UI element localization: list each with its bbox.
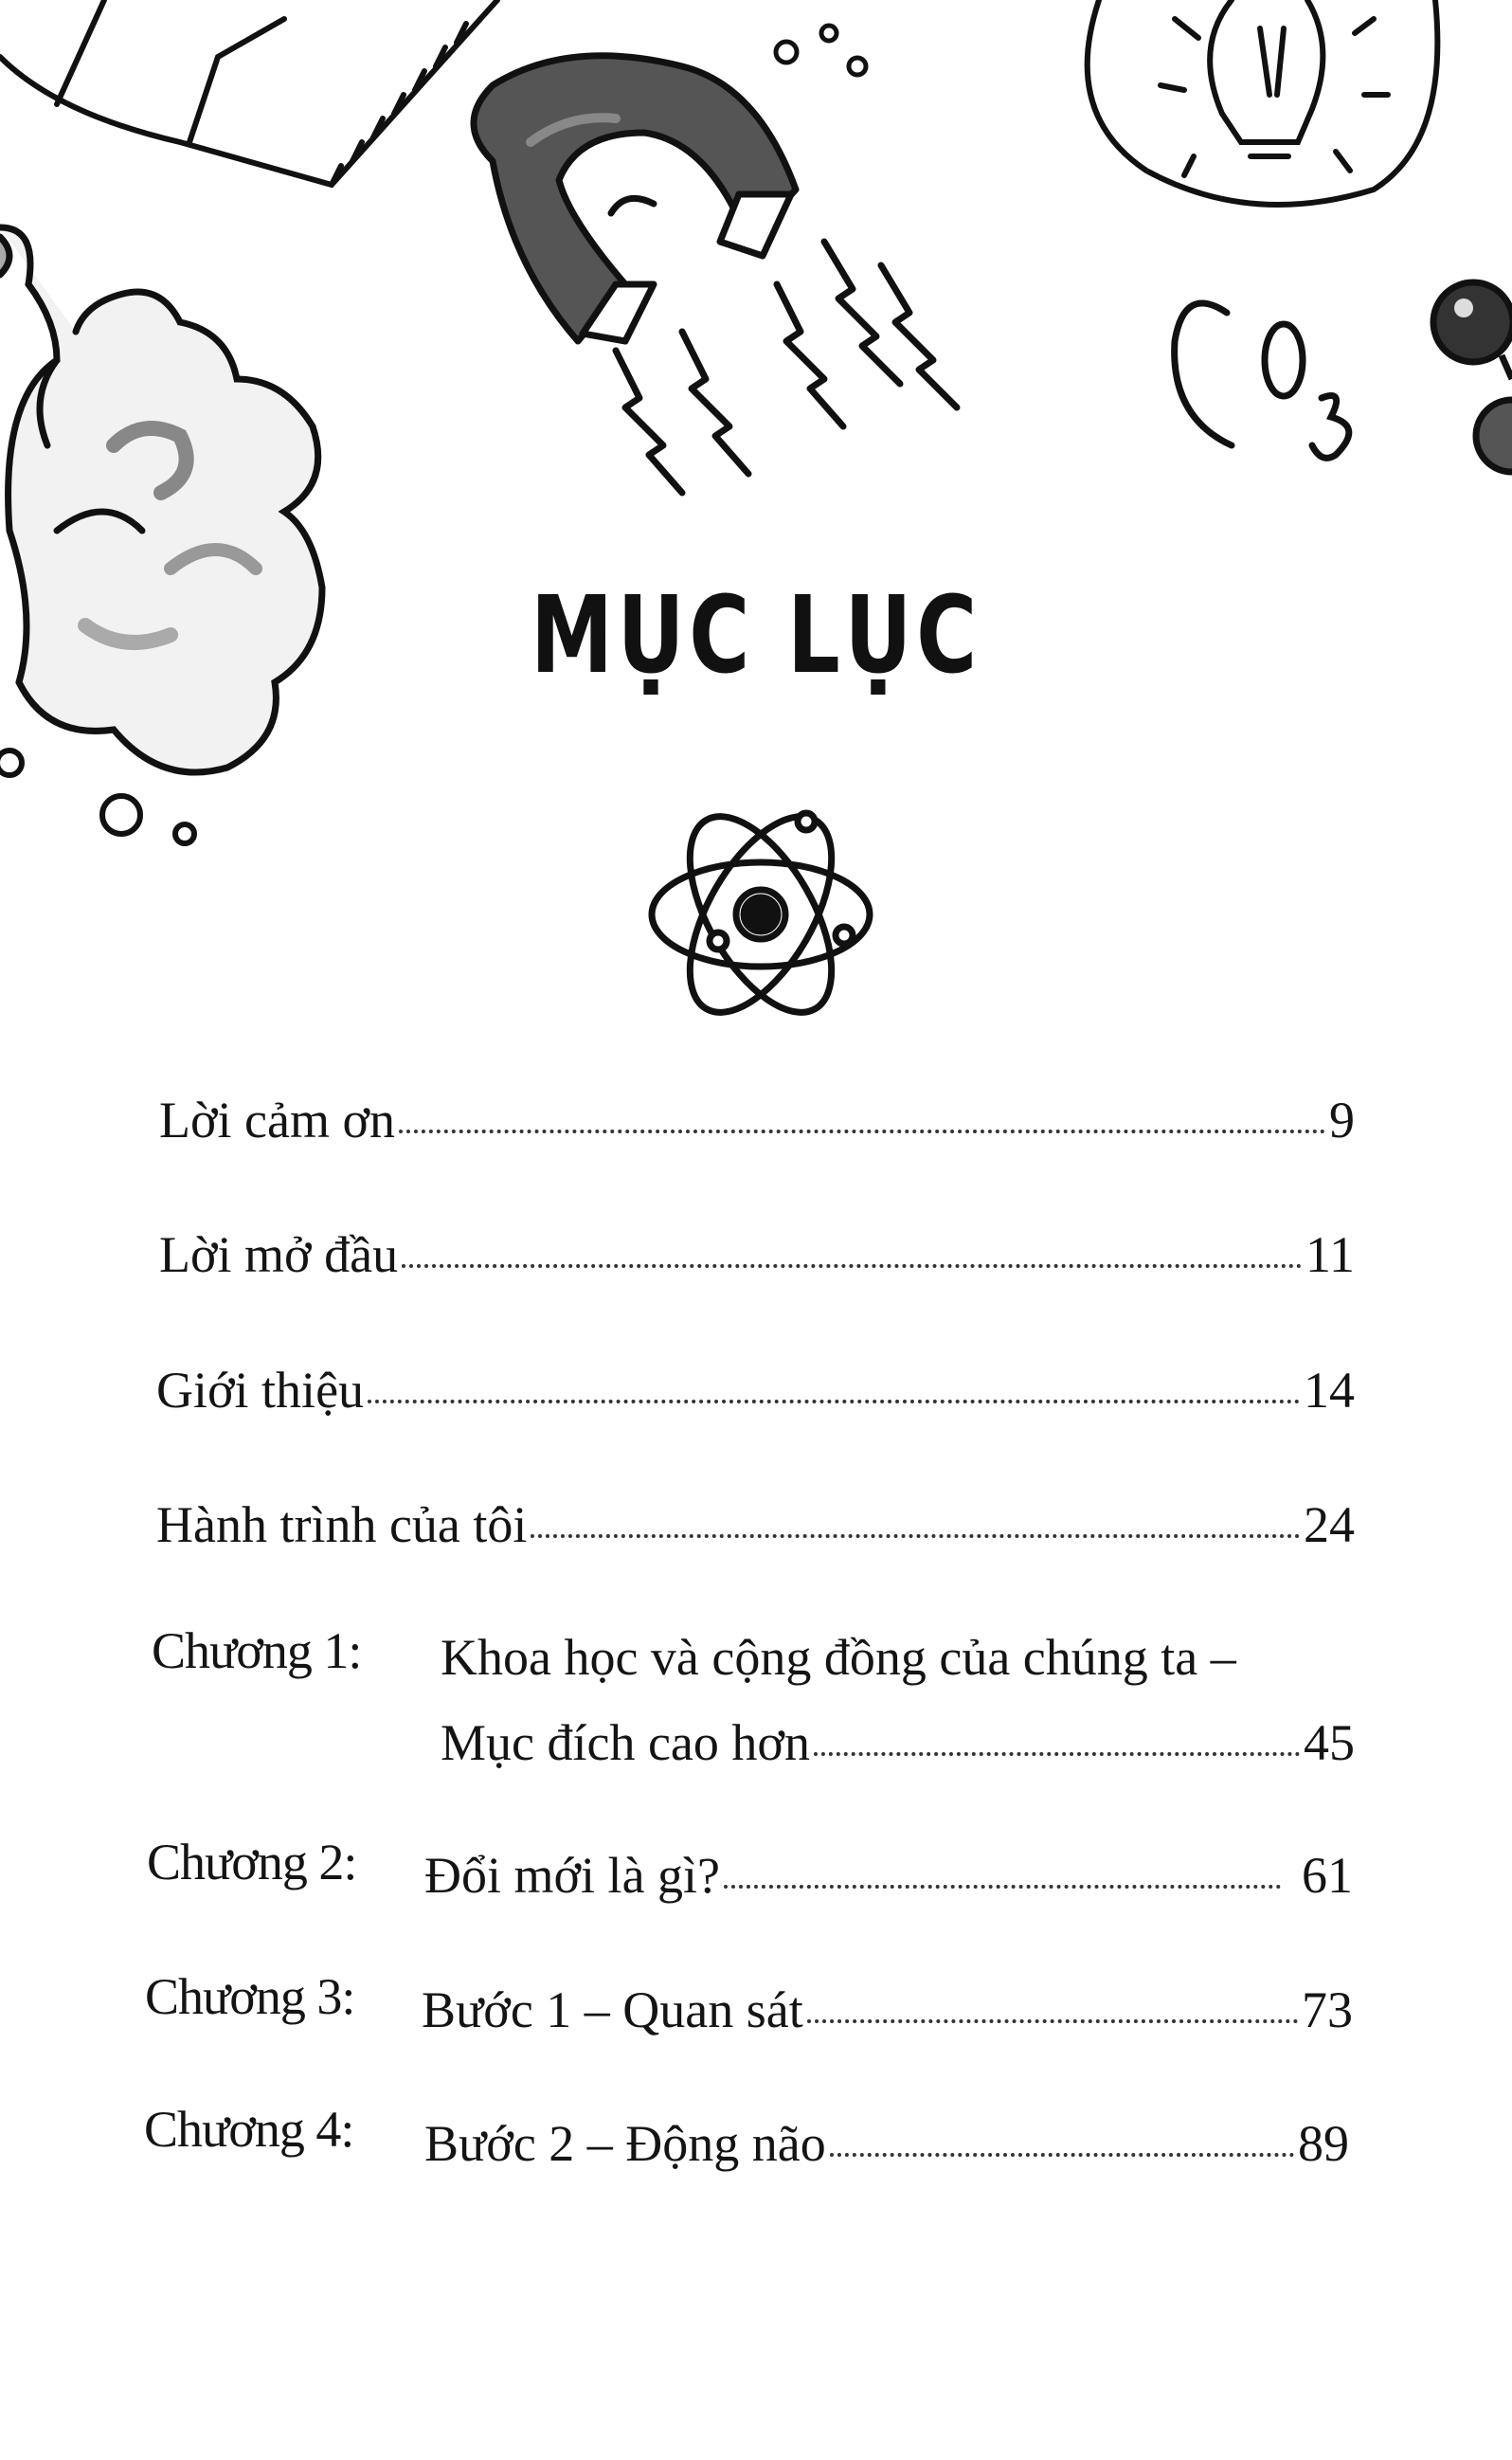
dot-leader xyxy=(807,2019,1298,2023)
chapter-label: Chương 4: xyxy=(144,2101,354,2158)
chapter-title-line: Mục đích cao hơn xyxy=(441,1714,810,1771)
toc-entry-label: Giới thiệu xyxy=(156,1362,365,1419)
toc-entry-page: 11 xyxy=(1305,1226,1355,1283)
chapter-title-line: Bước 2 – Động não xyxy=(424,2115,826,2172)
toc-entry-label: Hành trình của tôi xyxy=(156,1496,528,1553)
toc-entry[interactable] xyxy=(156,1362,1355,1419)
chapter-label: Chương 1: xyxy=(152,1622,362,1679)
toc-entry-page: 73 xyxy=(1302,1981,1353,2038)
chapter-title-line: Đổi mới là gì? xyxy=(424,1847,721,1904)
toc-entry-page: 24 xyxy=(1304,1496,1355,1553)
dot-leader xyxy=(814,1752,1300,1756)
toc-entry-page: 89 xyxy=(1298,2115,1349,2172)
toc-entry[interactable] xyxy=(156,1496,1355,1553)
dot-leader xyxy=(402,1264,1302,1268)
toc-entry[interactable] xyxy=(424,2115,1349,2172)
chapter-title-line[interactable]: Khoa học và cộng đồng của chúng ta – xyxy=(441,1629,1236,1686)
chapter-title-line: Bước 1 – Quan sát xyxy=(422,1981,803,2038)
toc-entry-label: Lời cảm ơn xyxy=(159,1092,396,1149)
dot-leader xyxy=(724,1885,1281,1889)
toc-entry[interactable] xyxy=(159,1092,1355,1149)
toc-entry[interactable] xyxy=(422,1981,1353,2038)
toc-entry-label: Lời mở đầu xyxy=(159,1226,399,1283)
toc-entry[interactable] xyxy=(441,1714,1355,1771)
dot-leader xyxy=(399,1130,1325,1133)
dot-leader xyxy=(368,1400,1300,1403)
toc-entry[interactable] xyxy=(159,1226,1355,1283)
page-title: MỤC LỤC xyxy=(531,574,981,697)
toc-entry-page: 45 xyxy=(1304,1714,1355,1771)
toc-entry[interactable] xyxy=(424,1847,1353,1904)
dot-leader xyxy=(531,1534,1300,1538)
toc-entry-page: 61 xyxy=(1302,1847,1353,1904)
chapter-label: Chương 3: xyxy=(145,1968,355,2025)
dot-leader xyxy=(830,2153,1294,2157)
toc-entry-page: 9 xyxy=(1329,1092,1355,1149)
chapter-label: Chương 2: xyxy=(147,1834,357,1890)
toc-entry-page: 14 xyxy=(1304,1362,1355,1419)
